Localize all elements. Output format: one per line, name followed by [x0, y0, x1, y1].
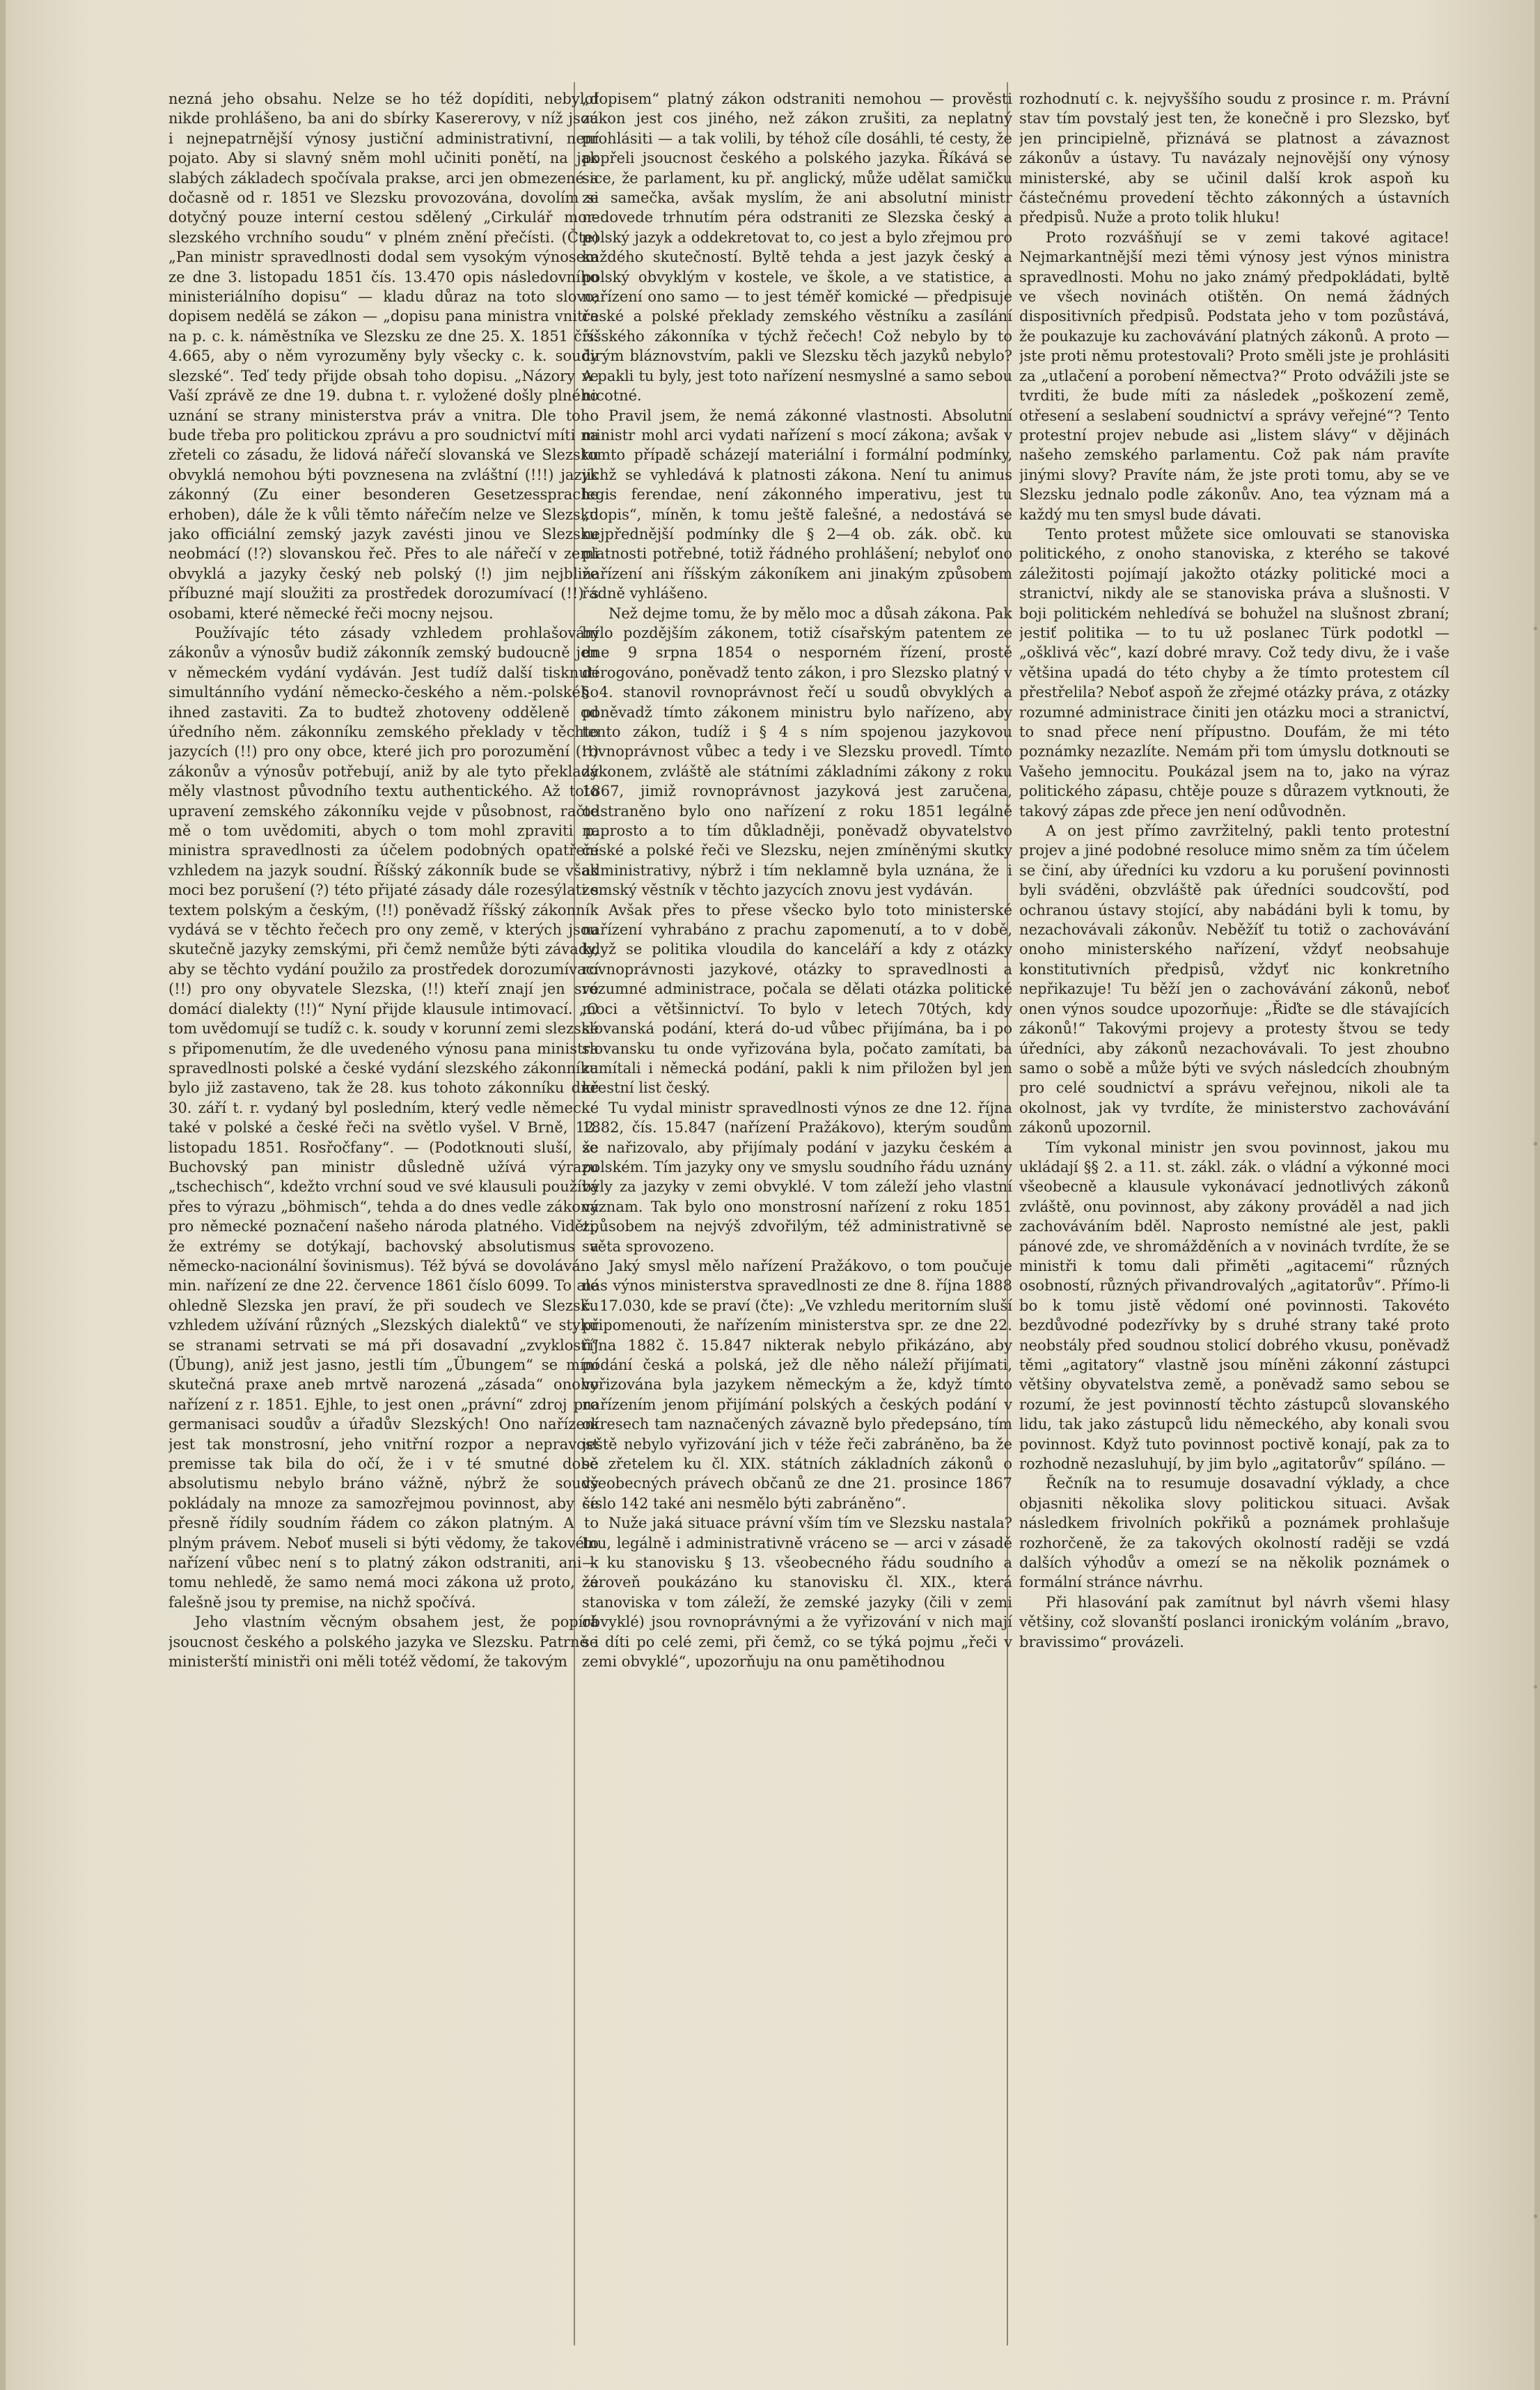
paragraph: Tím vykonal ministr jen svou povinnost, jakou mu ukládají §§ 2. a 11. st. zákl. zák. o vládní a výkonné moci všeobecně a klausule vykonávací jednotlivých zákonů zvláště, onu povinnost, aby zákony prováděl a nad jich zachováváním bděl. Naprosto nemístné ale jest, pakli pánové zde, ve shromážděních a v novinách tvrdíte, že se ministři k tomu dali přiměti „agitacemi“ různých osobností, různých přivandrovalých „agitatorův“. Přímo-li bo k tomu jistě vědomí oné povinnosti. Takovéto bezdůvodné podezřívky by s druhé strany také proto neobstály před soudnou stolicí dobrého vkusu, poněvadž těmi „agitatory“ vlastně jsou míněni zákonní zástupci většiny obyvatelstva země, a poněvadž samo sebou se rozumí, že jest povinností těchto zástupců slovanského lidu, tak jako zástupců lidu německého, aby konali svou povinnost. Když tuto povinnost poctivě konají, pak za to rozhodně nezasluhují, by jim bylo „agitatorův“ spíláno. — [1019, 1139, 1449, 1473]
paragraph: Používajíc této zásady vzhledem prohlašování zákonův a výnosův budiž zákonník zemský budoucně jen v německém vydání vydáván. Jest tudíž další tisknutí simultánního vydání německo-českého a něm.-polského ihned zastaviti. Za to budtež zhotoveny odděleně od úředního něm. zákonníku zemského překlady v těchto jazycích (!!) pro ony obce, které jich pro porozumění (!!) zákonův a výnosův potřebují, aniž by ale tyto překlady měly vlastnost původního textu authentického. Až toto upravení zemského zákonníku vejde v působnost, račte mě o tom uvědomiti, abych o tom mohl zpraviti p. ministra spravedlnosti za účelem podobných opatření vzhledem na jazyk soudní. Říšský zákonník bude se však moci bez porušení (?) této přijaté zásady dále rozesýlati s textem polským a českým, (!!) poněvadž říšský zákonník vydává se v těchto řečech pro ony země, v kterých jsou skutečně jazyky zemskými, při čemž nemůže býti závady, aby se těchto vydání použilo za prostředek dorozumívací (!!) pro ony obyvatele Slezska, (!!) kteří znají jen své domácí dialekty (!!)“ Nyní přijde klausule intimovací. „O tom uvědomují se tudíž c. k. soudy v korunní zemi slezské s připomenutím, že dle uvedeného výnosu pana ministra spravedlnosti polské a české vydání slezského zákonníku bylo již zastaveno, tak že 28. kus tohoto zákonníku dne 30. září t. r. vydaný byl posledním, který vedle německé také v polské a české řeči na světlo vyšel. V Brně, 12. listopadu 1851. Rosřočfany“. — (Podotknouti sluší, že Buchovský pan ministr důsledně užívá výrazu „tschechisch“, kdežto vrchní soud ve své klausuli používá přes to výrazu „böhmisch“, tehda a do dnes vedle zákona pro německé poznačení našeho národa platného. Viděti, že extrémy se dotýkají, bachovský absolutismus a německo-nacionální šovinismus). Též bývá se dovoláváno min. nařízení ze dne 22. července 1861 číslo 6099. To ale ohledně Slezska jen praví, že při soudech ve Slezsku vzhledem užívání různých „Slezských dialektů“ ve styku se stranami setrvati se má při dosavadní „zvyklosti“ (Übung), aniž jest jasno, jestli tím „Übungem“ se míní skutečná praxe aneb mrtvě narozená „zásada“ onoho nařízení z r. 1851. Ejhle, to jest onen „právní“ zdroj pro germanisaci soudův a úřadův Slezských! Ono nařízení jest tak monstrosní, jeho vnitřní rozpor a nepravost premisse tak bila do očí, že i v té smutné době absolutismu nebylo bráno vážně, nýbrž že soudy pokládaly na mnoze za samozřejmou povinnost, aby se přesně řídily soudním řádem co zákon platným. A to plným právem. Neboť museli si býti vědomy, že takovéto nařízení vůbec není s to platný zákon odstraniti, ani k tomu nehledě, že samo nemá moci zákona už proto, že falešně jsou ty premise, na nichž spočívá. [168, 624, 599, 1611]
paragraph: Pravil jsem, že nemá zákonné vlastnosti. Absolutní ministr mohl arci vydati nařízení s mocí zákona; avšak v tomto případě scházejí materiální i formální podmínky, jichž se vyhledává k platnosti zákona. Není tu animus legis ferendae, není zákonného imperativu, jest tu „dopis“, míněn, k tomu ještě falešné, a nedostává se nejpřednější podmínky dle § 2—4 ob. zák. obč. ku platnosti potřebné, totiž řádného prohlášení; nebyloť ono nařízení ani říšským zákoníkem ani jinakým způsobem řádně vyhlášeno. [582, 407, 1012, 602]
page-right-edge [1534, 0, 1540, 2390]
paragraph: A on jest přímo zavržitelný, pakli tento protestní projev a jiné podobné resoluce mimo sněm za tím účelem se činí, aby úředníci ku vzdoru a ku porušení povinnosti byli sváděni, obzvláště pak úředníci soudcovští, pod ochranou ústavy stojící, aby nabádáni byli k tomu, by nezachovávali zákonův. Neběžíť tu totiž o zachovávání onoho ministerského nařízení, vždyť neobsahuje konstitutivních předpisů, vždyť nic konkretního nepřikazuje! Tu běží jen o zachovávání zákonů, neboť onen výnos soudce upozorňuje: „Řiďte se dle stávajících zákonů!“ Takovými projevy a protesty štvou se tedy úředníci, aby zákonů nezachovávali. To jest zhoubno samo o sobě a může býti ve svých následcích zhoubným pro celé soudnictví a správu veřejnou, nikoli ale ta okolnost, jak vy tvrdíte, že ministerstvo zachovávání zákonů upozornil. [1019, 822, 1449, 1137]
paragraph: Avšak přes to přese všecko bylo toto ministerské nařízení vyhrabáno z prachu zapomenutí, a to v době, když se politika vloudila do kanceláří a kdy z otázky rovnoprávnosti jazykové, otázky to spravedlnosti a rozumné administrace, počala se dělati otázka politické moci a většinnictví. To bylo v letech 70tých, kdy slovanská podání, která do-ud vůbec přijímána, ba i po slovansku tu onde vyřizována byla, počato zamítati, ba zamítali i německá podání, pakli k nim přiložen byl jen křestní list český. [582, 901, 1012, 1097]
paragraph: Jeho vlastním věcným obsahem jest, že popírá jsoucnost českého a polského jazyka ve Slezsku. Patrně i ministerští ministři oni měli totéž vědomí, že takovým [168, 1614, 599, 1671]
paragraph: Než dejme tomu, že by mělo moc a důsah zákona. Pak bylo pozdějším zákonem, totiž císařským patentem ze dne 9 srpna 1854 o nesporném řízení, prostě derogováno, poněvadž tento zákon, i pro Slezsko platný v § 4. stanovil rovnoprávnost řečí u soudů obvyklých a poněvadž tímto zákonem ministru bylo nařízeno, aby tento zákon, tudíž i § 4 s ním spojenou jazykovou rovnoprávnost vůbec a tedy i ve Slezsku provedl. Tímto zákonem, zvláště ale státními základními zákony z roku 1867, jimiž rovnoprávnost jazyková jest zaručena, odstraněno bylo ono nařízení z roku 1851 legálně naprosto a to tím důkladněji, poněvadž obyvatelstvo české a polské řeči ve Slezsku, nejen zmíněnými skutky administrativy, nýbrž i tím neklamně byla uznána, že i zemský věstník v těchto jazycích znovu jest vydáván. [582, 604, 1012, 899]
paragraph: Nuže jaká situace právní vším tím ve Slezsku nastala? Inu, legálně i administrativně vráceno se — arci v zásadě — ku stanovisku § 13. všeobecného řádu soudního a zároveň poukázáno ku stanovisku čl. XIX., která stanoviska v tom záleží, že zemské jazyky (čili v zemi obvyklé) jsou rovnoprávnými a že vyřizování v nich mají se díti po celé zemi, při čemž, co se týká pojmu „řeči v zemi obvyklé“, upozorňuju na onu pamětihodnou [582, 1515, 1012, 1671]
paragraph: Jaký smysl mělo nařízení Pražákovo, o tom poučuje nás výnos ministerstva spravedlnosti ze dne 8. října 1888 č. 17.030, kde se praví (čte): „Ve vzhledu meritorním sluší připomenouti, že nařízením ministerstva spr. ze dne 22. října 1882 č. 15.847 nikterak nebylo přikázáno, aby podání česká a polská, jež dle něho náleží přijímati, vyřizována byla jazykem německým a že, když tímto nařízením jenom přijímání polských a českých podání v okresech tam naznačených závazně bylo předepsáno, tím ještě nebylo vyřizování jich v téže řeči zabráněno, ba že se zřetelem ku čl. XIX. státních základních zákonů o všeobecných právech občanů ze dne 21. prosince 1867 číslo 142 také ani nesmělo býti zabráněno“. [582, 1257, 1012, 1512]
text-column-1 [168, 89, 599, 2342]
paragraph: Tento protest můžete sice omlouvati se stanoviska politického, z onoho stanoviska, z kterého se takové záležitosti pojímají jakožto otázky politické moci a stranictví, nikdy ale se stanoviska práva a slušnosti. V boji politickém nehledívá se bohužel na slušnost zbraní; jestiť politika — to tu už poslanec Türk podotkl — „ošklivá věc“, kazí dobré mravy. Což tedy divu, že i vaše většina upadá do této chyby a že tímto protestem cíl přestřelila? Neboť aspoň že zřejmé otázky práva, z otázky rozumné administrace činiti jen otázku moci a stranictví, to snad přece není přípustno. Doufám, že mi této poznámky nezazlíte. Nemám při tom úmyslu dotknouti se Vašeho jemnocitu. Poukázal jsem na to, jako na výraz politického zápasu, chtěje pouze s důrazem vytknouti, že takový zápas zde přece jen není odůvodněn. [1019, 525, 1449, 820]
text-column-3 [1019, 89, 1449, 2342]
paragraph: nezná jeho obsahu. Nelze se ho též dopíditi, nebylof nikde prohlášeno, ba ani do sbírky Kasererovy, v níž jsou i nejnepatrnější výnosy justiční administrativní, není pojato. Aby si slavný sněm mohl učiniti ponětí, na jak slabých základech spočívala prakse, arci jen obmezené a dočasně od r. 1851 ve Slezsku provozována, dovolím si dotyčný pouze interní cestou sdělený „Cirkulář mor-slezského vrchního soudu“ v plném znění přečísti. (Čte) „Pan ministr spravedlnosti dodal sem vysokým výnosem ze dne 3. listopadu 1851 čís. 13.470 opis následovního ministeriálního dopisu“ — kladu důraz na toto slovo; dopisem nedělá se zákon — „dopisu pana ministra vnitra na p. c. k. náměstníka ve Slezsku ze dne 25. X. 1851 čís. 4.665, aby o něm vyrozuměny byly všecky c. k. soudy slezské“. Teď tedy přijde obsah toho dopisu. „Názory ve Vaší zprávě ze dne 19. dubna t. r. vyložené došly plného uznání se strany ministerstva práv a vnitra. Dle toho bude třeba pro politickou zprávu a pro soudnictví míti na zřeteli co zásadu, že lidová nářečí slovanská ve Slezsku obvyklá nemohou býti povznesena na zvláštní (!!!) jazyk zákonný (Zu einer besonderen Gesetzessprache erhoben), dále že k vůli těmto nářečím nelze ve Slezsku jako officiální zemský jazyk zavésti jinou ve Slezsku neobmácí (!?) slovanskou řeč. Přes to ale nářečí v zemi obvyklá a jazyky český neb polský (!) jim nejbliže příbuzné mají sloužiti za prostředek dorozumívací (!!) s osobami, které německé řeči mocny nejsou. [168, 91, 599, 622]
paragraph: Proto rozvášňují se v zemi takové agitace! Nejmarkantnější mezi těmi výnosy jest výnos ministra spravedlnosti. Mohu no jako známý předpokládati, byltě ve všech novinách otištěn. On nemá žádných dispositivních předpisů. Podstata jeho v tom pozůstává, že poukazuje ku zachovávání platných zákonů. A proto — jste proti němu protestovali? Proto směli jste je prohlásiti za „utlačení a porobení němectva?“ Proto odvážili jste se tvrditi, že bude míti za následek „poškození země, otřesení a seslabení soudnictví a správy veřejné“? Tento protestní projev nebude asi „listem slávy“ v dějinách našeho zemského parlamentu. Což pak nám pravíte jinými slovy? Pravíte nám, že jste proti tomu, aby se ve Slezsku jednalo podle zákonův. Ano, tea význam má a každý mu ten smysl bude dávati. [1019, 228, 1449, 523]
paragraph: Tu vydal ministr spravedlnosti výnos ze dne 12. října 1882, čís. 15.847 (nařízení Pražákovo), kterým soudům se nařizovalo, aby přijímaly podání v jazyku českém a polském. Tím jazyky ony ve smyslu soudního řádu uznány byly za jazyky v zemi obvyklé. V tom záleží jeho vlastní význam. Tak bylo ono monstrosní nařízení z roku 1851 způsobem na nejvýš zdvořilým, též administrativně se světa sprovozeno. [582, 1099, 1012, 1255]
paragraph: Řečník na to resumuje dosavadní výklady, a chce objasniti několika slovy politickou situaci. Avšak následkem frivolních pokřiků a poznámek prohlašuje rozhorčeně, že za takových okolností raději se vzdá dalších výhodův a omezí se na několik poznámek o formální stránce návrhu. [1019, 1475, 1449, 1591]
paragraph: „dopisem“ platný zákon odstraniti nemohou — prověsti zákon jest cos jiného, než zákon zrušiti, za neplatný prohlásiti — a tak volili, by téhož cíle dosáhli, té cesty, že popřeli jsoucnost českého a polského jazyka. Říkává se sice, že parlament, ku př. anglický, může udělat samičku ze samečka, avšak myslím, že ani absolutní ministr nedovede trhnutím péra odstraniti ze Slezska český a polský jazyk a oddekretovat to, co jest a bylo zřejmou pro každého skutečností. Byltě tehda a jest jazyk český a polský obvyklým v kostele, ve škole, a ve statistice, a nařízení ono samo — to jest téměř komické — předpisuje české a polské překlady zemského věstníku a zasílání říšského zákonníka v týchž řečech! Což nebylo by to čirým bláznovstvím, pakli ve Slezsku těch jazyků nebylo? A pakli tu byly, jest toto nařízení nesmyslné a samo sebou nicotné. [582, 91, 1012, 405]
paragraph: Při hlasování pak zamítnut byl návrh všemi hlasy většiny, což slovanští poslanci ironickým voláním „bravo, bravissimo“ provázeli. [1019, 1593, 1449, 1650]
page-left-edge [0, 0, 6, 2390]
paragraph: rozhodnutí c. k. nejvyššího soudu z prosince r. m. Právní stav tím povstalý jest ten, že konečně i pro Slezsko, byť jen principielně, přiznává se platnost a závaznost zákonův a ústavy. Tu navázaly nejnovější ony výnosy ministerské, aby se učinil další krok aspoň ku částečnému provedení těchto zákonných a ústavních předpisů. Nuže a proto tolik hluku! [1019, 91, 1449, 226]
text-column-2 [582, 89, 1012, 2342]
